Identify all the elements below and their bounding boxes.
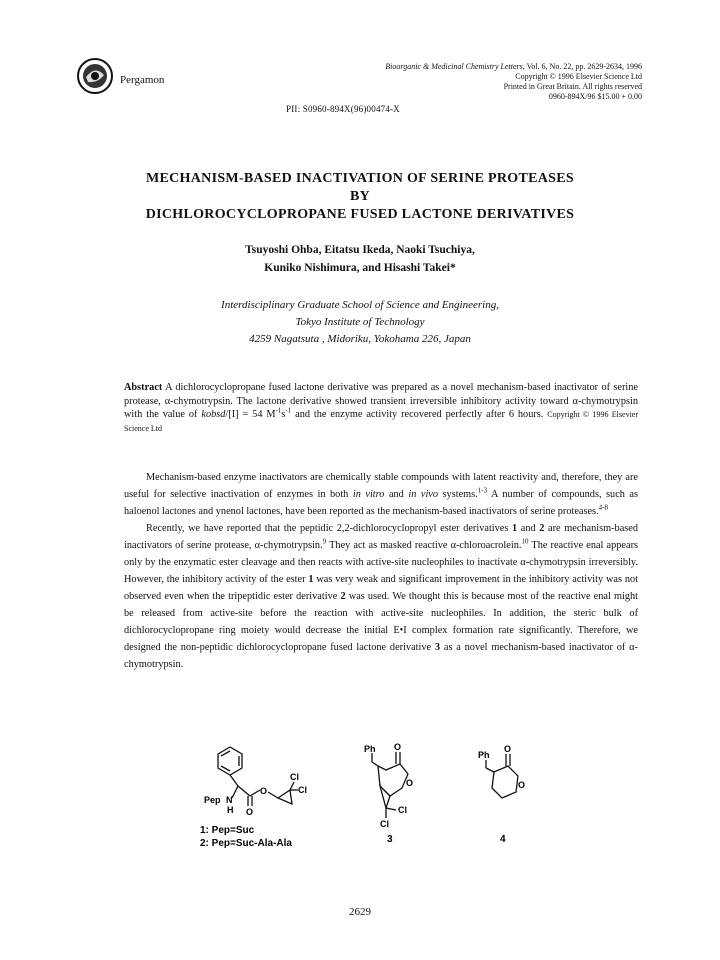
p2-compound-1: 1 xyxy=(512,523,518,534)
price-line: 0960-894X/96 $15.00 + 0.00 xyxy=(548,92,642,101)
authors-line-2: Kuniko Nishimura, and Hisashi Takei* xyxy=(264,262,456,274)
authors xyxy=(0,241,720,277)
copyright-line: Copyright © 1996 Elsevier Science Ltd xyxy=(515,72,642,81)
abstract xyxy=(124,381,638,435)
p2-text-b: are mechanism-based inactivators of serine protease, α-chymotrypsin. xyxy=(124,523,639,551)
label-pep: Pep xyxy=(204,795,221,805)
label-cl-1b: Cl xyxy=(298,785,307,795)
pii: PII: S0960-894X(96)00474-X xyxy=(286,104,400,114)
label-cl-3a: Cl xyxy=(380,819,389,829)
abstract-copyright: Copyright © 1996 Elsevier Science Ltd xyxy=(124,410,639,433)
article-title xyxy=(0,170,720,224)
affiliation-line-3: 4259 Nagatsuta , Midoriku, Yokohama 226, Japan xyxy=(249,333,471,345)
caption-4: 4 xyxy=(500,834,506,845)
p2-ref-10: 10 xyxy=(521,537,529,546)
p1-ref-2: 4-8 xyxy=(598,503,608,512)
p2-text-f: was used. We thought this is because most of the reactive enal might be released from active-site before the reaction with active-site nucleophiles. In addition, the steric bulk of dichlorocyclopropane ring moiety would decrease the initial E•I complex formation rate significantly. Therefore, we designed the non-peptidic dichlorocyclopropane fused lactone derivative xyxy=(124,591,638,653)
abstract-text-d: and the enzyme activity recovered perfectly after 6 hours. xyxy=(291,409,548,421)
journal-info xyxy=(385,62,642,102)
abstract-text-b: /[I] = 54 M xyxy=(225,409,276,421)
label-n: N xyxy=(226,795,233,805)
p2-text-d: The reactive enal appears only by the enzymatic ester cleavage and then reacts with active-site nucleophiles to inactivate α-chymotrypsin irreversibly. However, the inhibitory activity of the ester xyxy=(124,540,639,585)
title-line-1: MECHANISM-BASED INACTIVATION OF SERINE PROTEASES xyxy=(146,171,574,186)
label-cl-1a: Cl xyxy=(290,772,299,782)
label-o-carbonyl-3: O xyxy=(394,742,402,752)
p1-text-b: systems. xyxy=(438,489,478,500)
chemical-structures-figure xyxy=(190,740,550,852)
abstract-sup-2: -1 xyxy=(285,406,292,415)
label-cl-3b: Cl xyxy=(398,805,407,815)
label-ph-4: Ph xyxy=(478,750,490,760)
affiliation-line-2: Tokyo Institute of Technology xyxy=(295,316,425,328)
affiliation xyxy=(0,297,720,348)
p2-text-c: They act as masked reactive α-chloroacrolein. xyxy=(326,540,522,551)
label-o-ring-3: O xyxy=(406,778,414,788)
title-line-2: BY xyxy=(349,189,371,204)
p1-text-c: A number of compounds, such as haloenol lactones and ynenol lactones, have been reported as the mechanism-based inactivators of serine proteases. xyxy=(124,489,639,517)
p1-text-a: Mechanism-based enzyme inactivators are chemically stable compounds with latent reactivity and, therefore, they are useful for selective inactivation of enzymes in both xyxy=(124,472,638,500)
p2-compound-2: 2 xyxy=(539,523,545,534)
page-number: 2629 xyxy=(349,906,371,918)
label-o-carbonyl-1: O xyxy=(246,807,254,817)
p1-ref-1: 1-3 xyxy=(477,486,488,495)
label-h: H xyxy=(227,805,234,815)
journal-name: Bioorganic & Medicinal Chemistry Letters xyxy=(385,62,523,71)
p2-text-e: was very weak and significant improvement in the inhibitory activity was not observed even when the tripeptidic ester derivative xyxy=(124,574,638,602)
p2-compound-3: 3 xyxy=(434,642,441,653)
p2-and: and xyxy=(517,523,540,534)
p1-in-vitro: in vitro xyxy=(352,489,385,500)
p2-compound-1b: 1 xyxy=(308,574,314,585)
abstract-label: Abstract xyxy=(124,382,163,393)
label-o-carbonyl-4: O xyxy=(504,744,512,754)
p1-and: and xyxy=(384,489,409,500)
publisher-logo xyxy=(76,57,114,95)
structure-4 xyxy=(486,754,518,798)
authors-line-1: Tsuyoshi Ohba, Eitatsu Ikeda, Naoki Tsuchiya, xyxy=(245,244,475,256)
title-line-3: DICHLOROCYCLOPROPANE FUSED LACTONE DERIVATIVES xyxy=(145,207,575,222)
p2-compound-2b: 2 xyxy=(340,591,346,602)
label-ph-3: Ph xyxy=(364,744,376,754)
abstract-sup-1: -1 xyxy=(275,406,282,415)
publisher-name: Pergamon xyxy=(120,74,165,86)
caption-1: 1: Pep=Suc xyxy=(200,825,255,836)
paragraph-2 xyxy=(124,520,638,673)
label-o-ring-4: O xyxy=(518,780,526,790)
body-text xyxy=(124,469,638,673)
p2-text-a: Recently, we have reported that the peptidic 2,2-dichlorocyclopropyl ester derivatives xyxy=(146,523,513,534)
caption-2: 2: Pep=Suc-Ala-Ala xyxy=(200,838,292,849)
paragraph-1 xyxy=(124,469,638,520)
p2-ref-9: 9 xyxy=(322,537,327,546)
printed-line: Printed in Great Britain. All rights reserved xyxy=(503,82,642,91)
p2-text-g: as a novel mechanism-based inactivator of α-chymotrypsin. xyxy=(124,642,638,670)
label-o-ester-1: O xyxy=(260,786,268,796)
caption-3: 3 xyxy=(387,834,393,845)
journal-ref: , Vol. 6, No. 22, pp. 2629-2634, 1996 xyxy=(522,62,642,71)
affiliation-line-1: Interdisciplinary Graduate School of Science and Engineering, xyxy=(221,299,499,311)
kobsd: kobsd xyxy=(201,409,226,421)
abstract-text: A dichlorocyclopropane fused lactone derivative was prepared as a novel mechanism-based inactivator of serine protease, α-chymotrypsin. The lactone derivative showed transient irreversible inhibitory activity toward α-chymotrypsin with the value of xyxy=(124,382,638,421)
p1-in-vivo: in vivo xyxy=(408,489,439,500)
abstract-text-c: s xyxy=(281,409,286,421)
